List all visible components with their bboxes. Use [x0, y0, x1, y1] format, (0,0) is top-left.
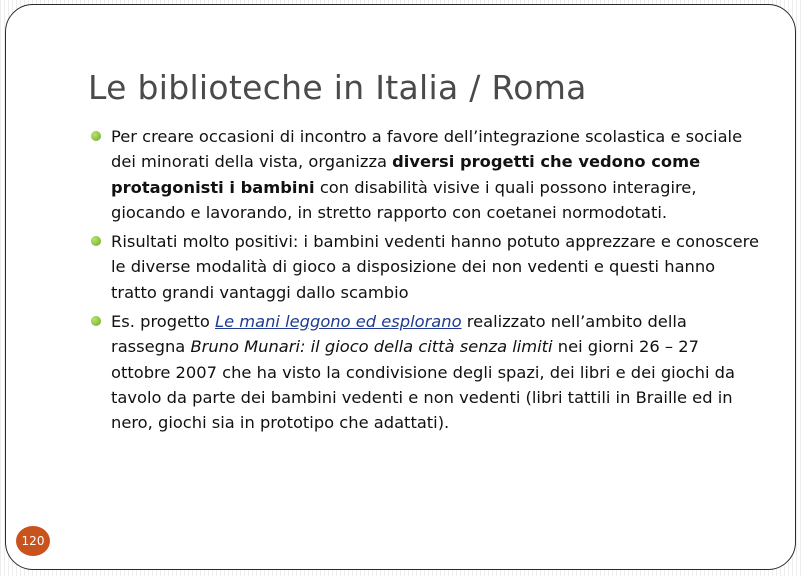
bullet-3-text-c: nei giorni 26 – 27 ottobre 2007 che ha visto la condivisione degli spazi, dei libri e dei giochi da tavolo da parte dei bambini vedenti e non vedenti (libri tattili in Braille ed in nero, giochi sia in prototipo che adattati).	[111, 337, 735, 433]
bullet-item-2	[91, 229, 761, 305]
slide-number-badge: 120	[16, 526, 50, 556]
project-link[interactable]: Le mani leggono ed esplorano	[215, 312, 462, 332]
bullet-list	[91, 124, 761, 440]
bullet-1-text-b: con disabilità visive i quali possono interagire, giocando e lavorando, in stretto rapporto con coetanei normodotati.	[111, 177, 697, 222]
bullet-dot-icon	[91, 131, 101, 141]
bullet-dot-icon	[91, 236, 101, 246]
bullet-3-italic-text: Bruno Munari: il gioco della città senza limiti	[190, 337, 553, 357]
slide-title: Le biblioteche in Italia / Roma	[88, 68, 587, 107]
bullet-3-text-b: realizzato nell’ambito della rassegna	[111, 312, 687, 357]
bullet-item-1	[91, 124, 761, 225]
bullet-1-text-a: Per creare occasioni di incontro a favore dell’integrazione scolastica e sociale dei minorati della vista, organizza	[111, 127, 743, 172]
bullet-2-text: Risultati molto positivi: i bambini vedenti hanno potuto apprezzare e conoscere le diverse modalità di gioco a disposizione dei non vedenti e questi hanno tratto grandi vantaggi dallo scambio	[111, 232, 760, 302]
bullet-3-text-a: Es. progetto	[111, 312, 216, 332]
bullet-dot-icon	[91, 316, 101, 326]
bullet-1-bold-text: diversi progetti che vedono come protagonisti i bambini	[111, 152, 701, 197]
bullet-item-3	[91, 309, 761, 435]
